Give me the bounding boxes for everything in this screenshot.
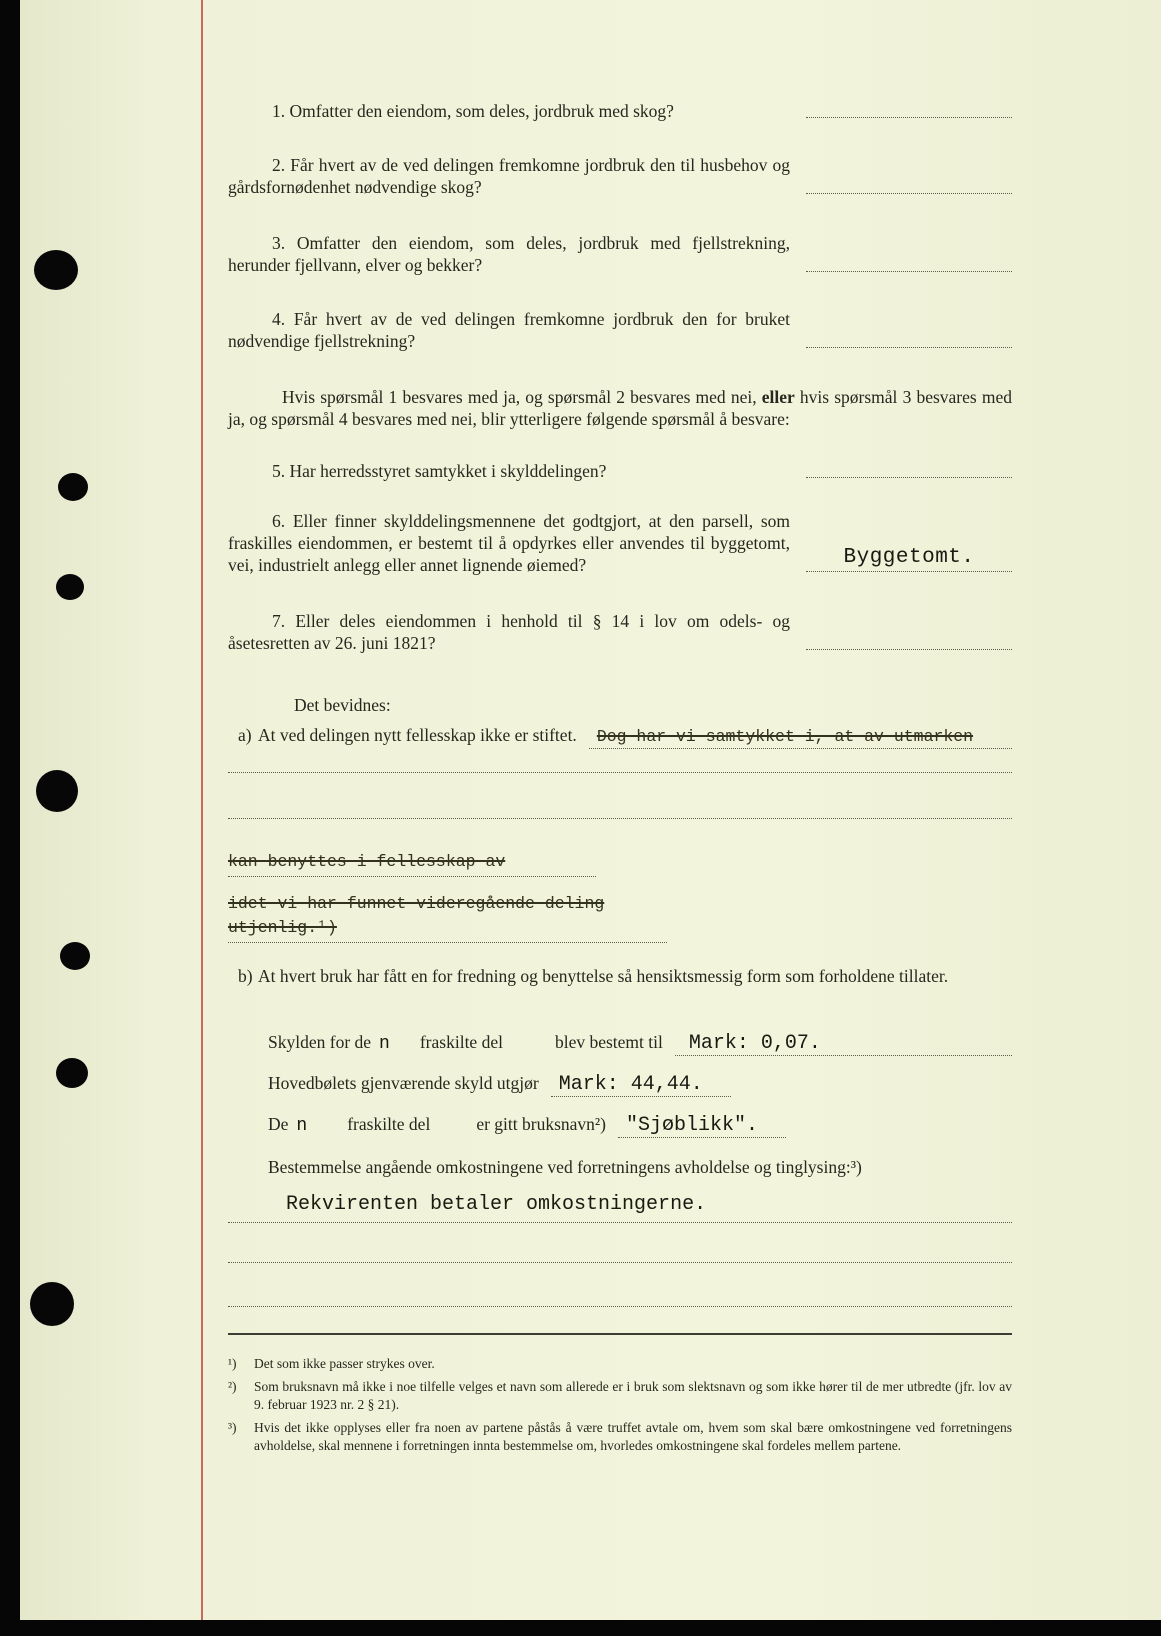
attestation-a-marker: a)	[238, 725, 252, 745]
typed-insert-n-1: n	[379, 1034, 390, 1054]
blank-dotted-line-4	[228, 1263, 1012, 1307]
attestation-b-marker: b)	[238, 966, 253, 986]
question-1	[228, 100, 1012, 122]
attestation-b-text: At hvert bruk har fått en for fredning og benyttelse så hensiktsmessig form som forholdene tillater.	[258, 966, 949, 986]
bruksnavn-label-3: er gitt bruksnavn²)	[476, 1114, 606, 1134]
struck-typed-text-3: idet vi har funnet videregående deling utjenlig.¹)	[228, 894, 605, 937]
skyld-label-2: fraskilte del	[419, 1032, 503, 1052]
question-2-text: 2. Får hvert av de ved delingen fremkomne jordbruk den til husbehov og gårdsfornødenhet nødvendige skog?	[228, 155, 790, 197]
question-5-answer-line	[806, 477, 1012, 478]
blank-dotted-line-1	[228, 749, 1012, 773]
footnote-3-marker: ³)	[228, 1420, 237, 1435]
typed-remaining-skyld-value: Mark: 44,44.	[558, 1073, 703, 1096]
question-7-answer-line	[806, 649, 1012, 650]
question-6	[228, 510, 1012, 576]
costs-answer-line	[228, 1188, 1012, 1223]
question-4-answer-line	[806, 347, 1012, 348]
question-2-answer-line	[806, 193, 1012, 194]
typed-costs-answer: Rekvirenten betaler omkostningerne.	[286, 1193, 707, 1216]
footnotes	[228, 1355, 1012, 1455]
footnote-1	[228, 1355, 1012, 1373]
typed-bruksnavn-value: "Sjøblikk".	[625, 1114, 759, 1137]
struck-line-row-2	[228, 891, 667, 943]
footnote-3	[228, 1419, 1012, 1455]
typed-skyld-value: Mark: 0,07.	[688, 1032, 821, 1055]
attestation-a-text: At ved delingen nytt fellesskap ikke er stiftet.	[258, 725, 577, 745]
question-4	[228, 308, 1012, 352]
footnote-3-text: Hvis det ikke opplyses eller fra noen av partene påstås å være truffet avtale om, hvem som skal bære omkostningene ved forretningens avholdelse, skal mennene i forretningen innta bestemmelse om, hvorledes omkostningene skal fordeles mellem partene.	[254, 1420, 1012, 1453]
punch-hole	[36, 770, 78, 812]
footnote-2-text: Som bruksnavn må ikke i noe tilfelle velges et navn som allerede er i bruk som slektsnavn og som ikke hører til de mer utbredte (jfr. lov av 9. februar 1923 nr. 2 § 21).	[254, 1379, 1012, 1412]
footnote-1-text: Det som ikke passer strykes over.	[254, 1356, 435, 1371]
struck-line-row-1	[228, 849, 596, 877]
paper-sheet	[20, 0, 1161, 1620]
costs-clause-label: Bestemmelse angående omkostningene ved forretningens avholdelse og tinglysing:³)	[268, 1157, 862, 1177]
skyld-line-parcel	[228, 1031, 1012, 1056]
skyld-line-remaining	[228, 1072, 1012, 1097]
skyld-label-1: Skylden for de	[268, 1032, 372, 1052]
question-7-text: 7. Eller deles eiendommen i henhold til § 14 i lov om odels- og åsetesretten av 26. juni 1821?	[228, 611, 790, 653]
attestation-heading: Det bevidnes:	[294, 695, 391, 715]
attestation-a-answer-line	[589, 724, 1012, 749]
question-1-text: 1. Omfatter den eiendom, som deles, jordbruk med skog?	[272, 101, 674, 121]
form-content	[228, 100, 1012, 1460]
question-2	[228, 154, 1012, 198]
skyld-label-3: blev bestemt til	[554, 1032, 663, 1052]
conditions-paragraph	[228, 386, 1012, 430]
blank-dotted-line-3	[228, 1223, 1012, 1263]
bruksnavn-label-2: fraskilte del	[347, 1114, 431, 1134]
punch-hole	[30, 1282, 74, 1326]
question-3-answer-line	[806, 271, 1012, 272]
question-1-answer-line	[806, 117, 1012, 118]
conditions-text-1: Hvis spørsmål 1 besvares med ja, og spørsmål 2 besvares med nei,	[282, 387, 762, 407]
question-4-text: 4. Får hvert av de ved delingen fremkomne jordbruk den for bruket nødvendige fjellstrekning?	[228, 309, 790, 351]
struck-typed-text-2: kan benyttes i fellesskap av	[228, 852, 506, 871]
remaining-skyld-label: Hovedbølets gjenværende skyld utgjør	[268, 1073, 539, 1093]
question-6-typed-answer: Byggetomt.	[843, 546, 975, 569]
footnote-2	[228, 1378, 1012, 1414]
punch-hole	[34, 250, 78, 290]
remaining-skyld-answer-line	[551, 1072, 731, 1097]
footnote-1-marker: ¹)	[228, 1356, 237, 1371]
question-6-answer-line	[806, 545, 1012, 572]
skyld-answer-line	[675, 1031, 1012, 1056]
attestation-item-a	[228, 724, 1012, 749]
punch-hole	[60, 942, 90, 970]
conditions-text-2: hvis spørsmål 3 besvares med ja, og spørsmål 4 besvares med nei, blir ytterligere følgende spørsmål å besvare:	[228, 387, 1012, 429]
bruksnavn-answer-line	[618, 1113, 786, 1138]
punch-hole	[58, 473, 88, 501]
footnote-2-marker: ²)	[228, 1379, 237, 1394]
question-7	[228, 610, 1012, 654]
question-5	[228, 460, 1012, 482]
question-5-text: 5. Har herredsstyret samtykket i skylddelingen?	[272, 461, 607, 481]
typed-insert-n-2: n	[296, 1116, 308, 1136]
question-6-text: 6. Eller finner skylddelingsmennene det godtgjort, at den parsell, som fraskilles eiendommen, er bestemt til å opdyrkes eller anvendes til byggetomt, vei, industrielt anlegg eller annet lignende øiemed?	[228, 511, 790, 575]
footnote-divider	[228, 1333, 1012, 1335]
struck-typed-text-1: Dog har vi samtykket i, at av utmarken	[596, 727, 974, 746]
conditions-emphasis: eller	[761, 387, 795, 407]
blank-dotted-line-2	[228, 773, 1012, 819]
attestation-item-b	[228, 965, 1012, 987]
bruksnavn-line	[228, 1113, 1012, 1138]
punch-hole	[56, 1058, 88, 1088]
punch-hole	[56, 574, 84, 600]
question-3-text: 3. Omfatter den eiendom, som deles, jordbruk med fjellstrekning, herunder fjellvann, elver og bekker?	[228, 233, 790, 275]
margin-line	[201, 0, 203, 1620]
bruksnavn-label-1: De	[268, 1114, 289, 1134]
question-3	[228, 232, 1012, 276]
